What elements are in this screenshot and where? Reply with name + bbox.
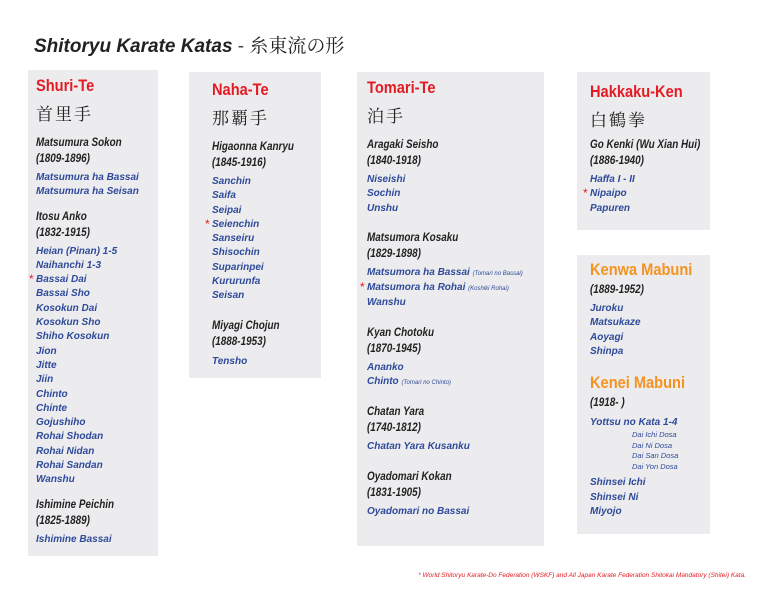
master-years: (1831-1905) bbox=[367, 486, 421, 499]
kata-item: Jitte bbox=[36, 359, 57, 371]
kata-item: Shinpa bbox=[590, 345, 624, 357]
kata-note: (Tomari no Bassai) bbox=[472, 270, 523, 277]
kata-item: Shisochin bbox=[212, 247, 260, 259]
master-name: Matsumura Sokon bbox=[36, 137, 122, 149]
kata-item: Jion bbox=[36, 345, 57, 357]
kata-label: Seienchin bbox=[212, 218, 260, 230]
kata-item: Sochin bbox=[367, 188, 401, 200]
kata-item bbox=[367, 375, 544, 390]
style-name-tomari-te: Tomari-Te bbox=[367, 78, 436, 97]
kata-note: (Tomari no Chinto) bbox=[401, 380, 451, 387]
footnote-text: World Shitoryu Karate-Do Federation (WSKF) and All Japan Karate Federation Shitokai Mandatory (Shitei) Kata. bbox=[422, 572, 746, 579]
title-english: Shitoryu Karate Katas bbox=[34, 36, 233, 57]
master-years: (1918- ) bbox=[590, 397, 625, 410]
kata-label: Bassai Dai bbox=[36, 274, 87, 286]
kata-item: Matsumura ha Seisan bbox=[36, 186, 139, 198]
kata-item: Aoyagi bbox=[590, 331, 624, 343]
mandatory-asterisk: * bbox=[205, 216, 210, 231]
kata-item: Rohai Sandan bbox=[36, 460, 103, 472]
title-separator: - bbox=[232, 36, 250, 57]
kata-item: Chinte bbox=[36, 402, 68, 414]
master-name: Matsumora Kosaku bbox=[367, 231, 459, 244]
master-years: (1829-1898) bbox=[367, 247, 421, 260]
style-kanji-tomari-te: 泊手 bbox=[367, 107, 405, 127]
footnote bbox=[418, 572, 746, 579]
kata-label: Chinto bbox=[367, 376, 399, 388]
kata-item: Ananko bbox=[367, 361, 404, 373]
kata-item: Unshu bbox=[367, 202, 399, 214]
kata-sub-item: Dai San Dosa bbox=[632, 451, 679, 461]
kata-item-mandatory bbox=[205, 216, 321, 232]
kata-item: Rohai Shodan bbox=[36, 431, 104, 443]
master-years: (1889-1952) bbox=[590, 284, 644, 296]
title-japanese: 糸東流の形 bbox=[249, 35, 345, 57]
kata-item-mandatory bbox=[360, 280, 544, 296]
founder-name-kenwa-mabuni: Kenwa Mabuni bbox=[590, 260, 693, 279]
kata-sub-item: Dai Ichi Dosa bbox=[632, 430, 677, 440]
kata-item: Wanshu bbox=[367, 297, 406, 309]
kata-item: Matsumura ha Bassai bbox=[36, 172, 139, 183]
master-years: (1845-1916) bbox=[212, 157, 266, 169]
kata-item: Haffa I - II bbox=[590, 174, 635, 185]
master-years: (1840-1918) bbox=[367, 155, 421, 167]
kata-item: Ishimine Bassai bbox=[36, 533, 112, 545]
kata-label: Nipaipo bbox=[590, 188, 627, 200]
kata-sub-item: Dai Ni Dosa bbox=[632, 440, 673, 450]
kata-item: Shinsei Ni bbox=[590, 491, 639, 503]
kata-item: Seipai bbox=[212, 204, 242, 216]
kata-item: Chatan Yara Kusanku bbox=[367, 441, 470, 453]
kata-note: (Koshiki Rohai) bbox=[468, 286, 509, 293]
founder-name-kenei-mabuni: Kenei Mabuni bbox=[590, 373, 686, 393]
master-name: Itosu Anko bbox=[36, 210, 87, 223]
kata-item: Kosokun Sho bbox=[36, 317, 101, 329]
master-name: Miyagi Chojun bbox=[212, 319, 280, 332]
panel-naha-te bbox=[189, 72, 321, 378]
kata-item: Papuren bbox=[590, 202, 631, 214]
kata-item-mandatory bbox=[583, 186, 710, 201]
style-kanji-naha-te: 那覇手 bbox=[212, 109, 269, 129]
style-kanji-shuri-te: 首里手 bbox=[36, 105, 93, 125]
master-years: (1886-1940) bbox=[590, 155, 644, 167]
kata-item: Sanchin bbox=[212, 176, 251, 187]
kata-item: Heian (Pinan) 1-5 bbox=[36, 245, 118, 257]
master-name: Aragaki Seisho bbox=[367, 139, 439, 151]
footnote-asterisk: * bbox=[418, 572, 421, 579]
style-kanji-hakkaku-ken: 白鶴拳 bbox=[590, 111, 647, 131]
kata-item: Oyadomari no Bassai bbox=[367, 505, 470, 517]
panel-hakkaku-ken bbox=[577, 72, 710, 230]
kata-item: Chinto bbox=[36, 388, 68, 400]
kata-item: Bassai Sho bbox=[36, 288, 90, 300]
kata-item: Tensho bbox=[212, 355, 248, 367]
master-years: (1870-1945) bbox=[367, 342, 421, 355]
page-title bbox=[34, 31, 344, 58]
kata-item: Saifa bbox=[212, 190, 236, 202]
master-years: (1825-1889) bbox=[36, 514, 90, 527]
master-name: Ishimine Peichin bbox=[36, 498, 115, 511]
kata-item: Shiho Kosokun bbox=[36, 331, 110, 343]
master-name: Go Kenki (Wu Xian Hui) bbox=[590, 139, 701, 151]
master-name: Higaonna Kanryu bbox=[212, 141, 294, 153]
mandatory-asterisk: * bbox=[583, 186, 588, 201]
master-years: (1740-1812) bbox=[367, 422, 421, 435]
master-name: Kyan Chotoku bbox=[367, 326, 435, 339]
kata-item: Naihanchi 1-3 bbox=[36, 259, 102, 271]
kata-item: Seisan bbox=[212, 290, 245, 302]
style-name-shuri-te: Shuri-Te bbox=[36, 76, 95, 95]
kata-sub-item: Dai Yon Dosa bbox=[632, 461, 678, 471]
kata-item: Rohai Nidan bbox=[36, 445, 95, 457]
kata-item: Juroku bbox=[590, 303, 624, 314]
kata-item: Matsukaze bbox=[590, 317, 641, 329]
kata-item: Sanseiru bbox=[212, 233, 255, 245]
master-years: (1809-1896) bbox=[36, 153, 90, 165]
kata-item: Niseishi bbox=[367, 174, 406, 185]
kata-item: Yottsu no Kata 1-4 bbox=[590, 417, 678, 429]
mandatory-asterisk: * bbox=[29, 272, 34, 287]
master-years: (1832-1915) bbox=[36, 226, 90, 239]
kata-label: Matsumora ha Bassai bbox=[367, 266, 470, 278]
master-years: (1888-1953) bbox=[212, 335, 266, 348]
mandatory-asterisk: * bbox=[360, 280, 365, 295]
master-name: Oyadomari Kokan bbox=[367, 470, 452, 483]
kata-item-mandatory bbox=[29, 272, 158, 287]
kata-item: Kosokun Dai bbox=[36, 302, 98, 314]
style-name-hakkaku-ken: Hakkaku-Ken bbox=[590, 82, 683, 101]
master-name: Chatan Yara bbox=[367, 406, 425, 419]
panel-tomari-te bbox=[357, 72, 544, 546]
kata-item: Gojushiho bbox=[36, 417, 86, 429]
kata-item bbox=[367, 266, 544, 281]
kata-item: Suparinpei bbox=[212, 261, 264, 273]
style-name-naha-te: Naha-Te bbox=[212, 80, 269, 99]
kata-item: Jiin bbox=[36, 374, 54, 386]
kata-label: Matsumora ha Rohai bbox=[367, 282, 466, 294]
panel-mabuni bbox=[577, 255, 710, 534]
kata-item: Wanshu bbox=[36, 474, 75, 486]
kata-item: Shinsei Ichi bbox=[590, 477, 646, 489]
kata-item: Miyojo bbox=[590, 506, 622, 518]
panel-shuri-te bbox=[28, 70, 158, 556]
kata-item: Kururunfa bbox=[212, 276, 261, 288]
